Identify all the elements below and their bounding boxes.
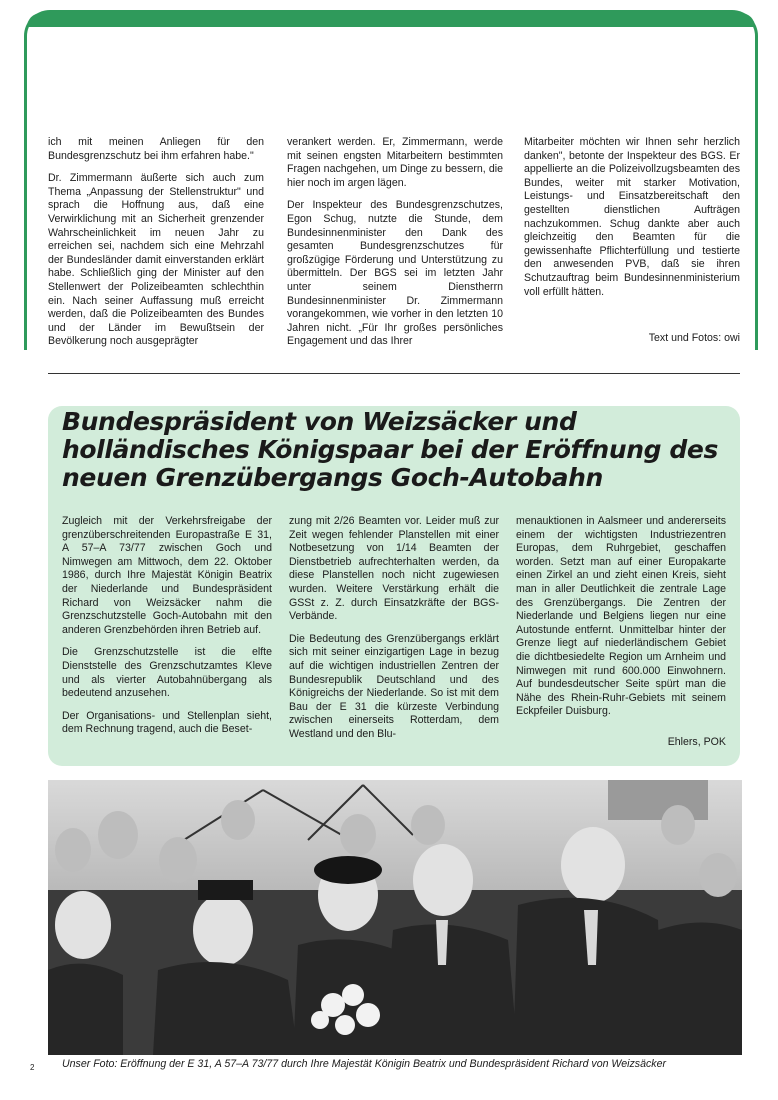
- feature-column-1: [62, 515, 272, 746]
- page-number: 2: [30, 1063, 35, 1072]
- paragraph: Dr. Zimmermann äußerte sich auch zum Thema „Anpassung der Stellenstruktur" und sprach die Hoffnung aus, daß eine Verwirklichung mit an Sicherheit grenzender Wahrscheinlichkeit im neuen Jahr zu erreichen sei, nachdem sich eine Mehrzahl der Bundesländer damit einverstanden erklärt habe. Schließlich ging der Minister auf den Stellenwert der Polizeibeamten schlechthin ein. Nach seiner Auffassung muß erreicht werden, daß die Polizeibeamten des Bundes und der Länder im Bewußtsein der Bevölkerung noch ausgeprägter: [48, 172, 264, 348]
- paragraph: Die Bedeutung des Grenzübergangs erklärt sich mit seiner einzigartigen Lage in bezug auf die wichtigen industriellen Zentren der Bundesrepublik Deutschland und des Königreichs der Niederlande. So ist mit dem Bau der E 31 die kürzeste Verbindung zwischen einerseits Rotterdam, dem Westland und den Blu-: [289, 632, 499, 740]
- top-article-column-3: [524, 136, 740, 308]
- paragraph: Der Inspekteur des Bundesgrenzschutzes, Egon Schug, nutzte die Stunde, dem Bundesinnenminister den Dank des gesamten Bundesgrenzschutzes für großzügige Förderung und Unterstützung zu übermitteln. Der BGS sei im letzten Jahr unter seinem Dienstherrn Bundesinnenminister Dr. Zimmermann vorangekommen, wie vorher in den letzten 10 Jahren nicht. „Für Ihr großes persönliches Engagement und das Ihrer: [287, 199, 503, 348]
- feature-headline: Bundespräsident von Weizsäcker und holländisches Königspaar bei der Eröffnung des neuen Grenzübergangs Goch-Autobahn: [62, 407, 718, 492]
- feature-column-2: [289, 515, 499, 751]
- paragraph: Die Grenzschutzstelle ist die elfte Dienststelle des Grenzschutzamtes Kleve und als vierter Autobahnübergang als bedeutend anzusehen.: [62, 646, 272, 700]
- paragraph: Zugleich mit der Verkehrsfreigabe der grenzüberschreitenden Europastraße E 31, A 57–A 73/77 zwischen Goch und Nimwegen am Mittwoch, dem 22. Oktober 1986, durch Ihre Majestät Königin Beatrix der Niederlande und Bundespräsident Richard von Weizsäcker nahm die Grenzschutzstelle Goch-Autobahn mit den anderen Grenzbehörden ihren Betrieb auf.: [62, 515, 272, 636]
- section-divider: [48, 373, 740, 374]
- paragraph: zung mit 2/26 Beamten vor. Leider muß zur Zeit wegen fehlender Planstellen mit einer Notbesetzung von 1/14 Beamten der Dienstbetrieb aufrechterhalten werden, da diese Planstellen noch nicht zugewiesen wurden. Weitere Verstärkung erhält die GSSt z. Z. durch Einsatzkräfte der BGS-Verbände.: [289, 515, 499, 623]
- ceremony-photo: [48, 780, 742, 1055]
- top-article-column-2: [287, 136, 503, 358]
- paragraph: verankert werden. Er, Zimmermann, werde mit seinen engsten Mitarbeitern bestimmten Fragen nachgehen, um Dinge zu bessern, die hier noch im argen lägen.: [287, 136, 503, 189]
- top-article-column-1: [48, 136, 264, 358]
- author-signoff: Ehlers, POK: [667, 736, 726, 748]
- paragraph: menauktionen in Aalsmeer und andererseits einem der wichtigsten Industriezentren Europas, dem Ruhrgebiet, geschaffen worden. Setzt man auf einer Europakarte einen Zirkel an und zieht einen Kreis, sieht man in aller Deutlichkeit die zentrale Lage des Grenzübergangs. Die Zentren der Niederlande und Belgiens liegen nur eine Autostunde entfernt. Unmittelbar hinter der Grenze liegt auf niederländischem Gebiet die dichtbesiedelte Region um Arnheim und Nimwegen mit rund 600.000 Einwohnern. Auf bundesdeutscher Seite spürt man die Nähe des Rhein-Ruhr-Gebiets mit seinem Eckpfeiler Duisburg.: [516, 515, 726, 718]
- paragraph: ich mit meinen Anliegen für den Bundesgrenzschutz bei ihm erfahren habe.": [48, 136, 264, 162]
- paragraph: Der Organisations- und Stellenplan sieht, dem Rechnung tragend, auch die Beset-: [62, 709, 272, 736]
- paragraph: Mitarbeiter möchten wir Ihnen sehr herzlich danken", betonte der Inspekteur des BGS. Er appellierte an die Polizeivollzugsbeamten des Bundes, weiter mit starker Motivation, Leistungs- und Einsatzbereitschaft den gestellten dienstlichen Aufträgen nachzukommen. Schug dankte aber auch gleichzeitig den Beamten für die gewissenhafte Pflichterfüllung und testierte den anwesenden PVB, daß sie ihren Schutzauftrag beim Bundesinnenministerium voll erfüllt hätten.: [524, 136, 740, 298]
- feature-column-3: [516, 515, 726, 728]
- photo-caption: Unser Foto: Eröffnung der E 31, A 57–A 73/77 durch Ihre Majestät Königin Beatrix und Bundespräsident Richard von Weizsäcker: [62, 1058, 666, 1070]
- photo-credit: Text und Fotos: owi: [648, 332, 740, 344]
- ceremony-photo-illustration: [48, 780, 742, 1055]
